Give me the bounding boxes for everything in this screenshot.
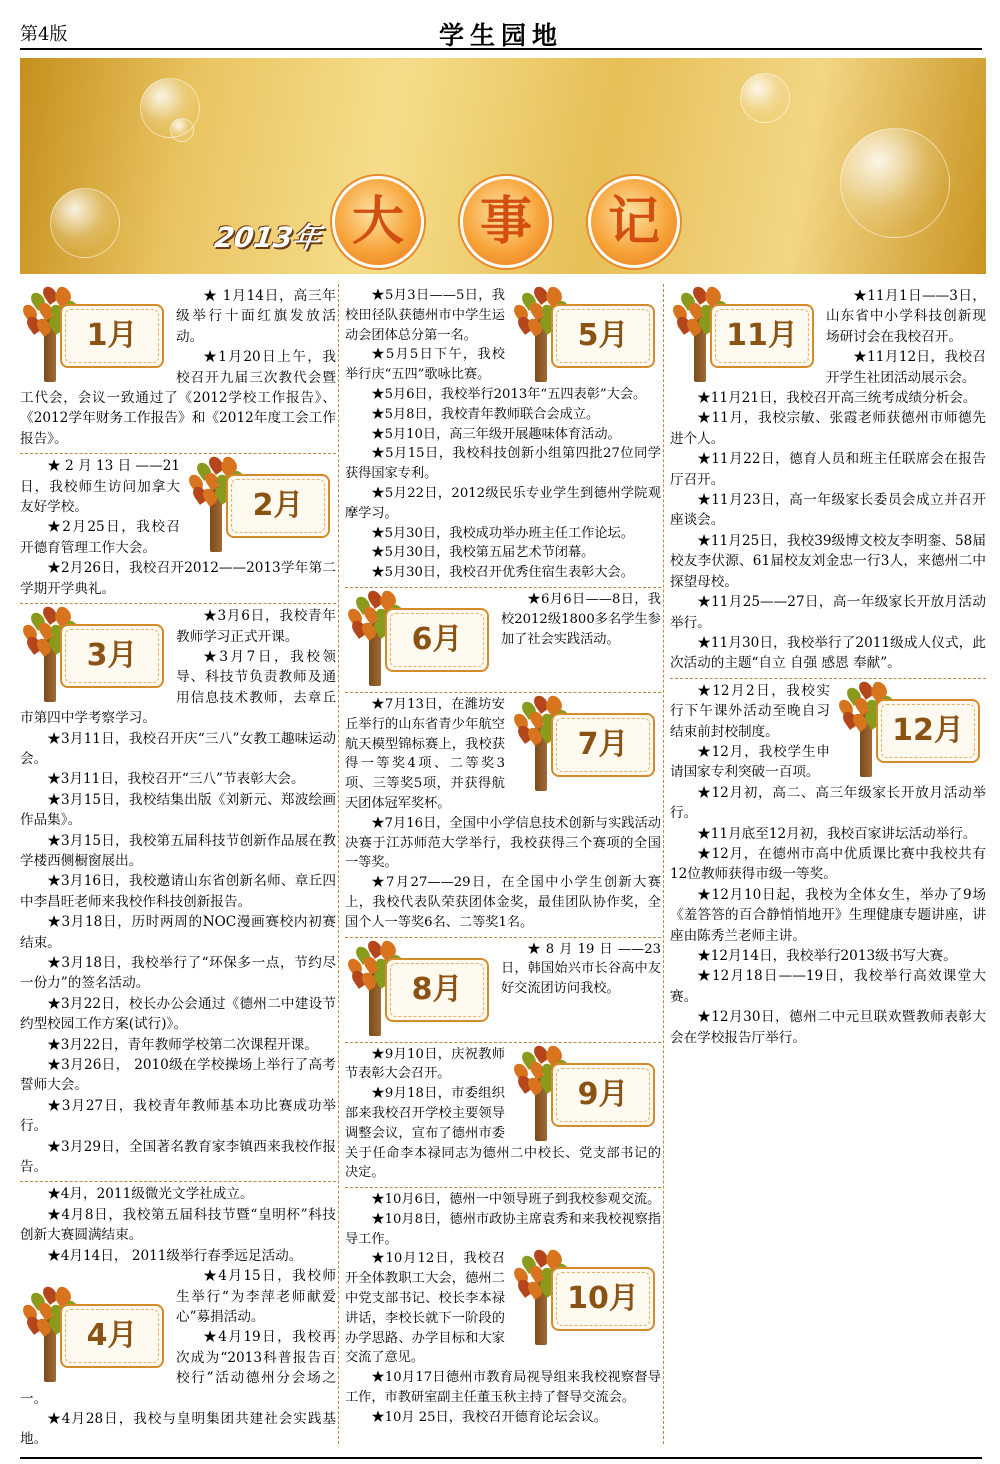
event-item: ★2月25日，我校召开德育管理工作大会。 [20,519,180,556]
page-number: 第4版 [20,24,68,45]
event-item: ★7月27——29日，在全国中小学生创新大赛上，我校代表队荣获团体金奖，最佳团队协作奖，全国个人一等奖6名、二等奖1名。 [345,875,661,930]
event-item: ★12月14日，我校举行2013级书写大赛。 [697,948,957,964]
event-item: ★5月3日——5日，我校田径队获德州市中学生运动会团体总分第一名。 [345,288,505,343]
column-divider [338,284,339,1444]
month-section [20,1182,336,1453]
month-badge [20,286,170,384]
page-header [20,14,982,50]
month-label: 2月 [252,488,304,524]
banner-char-3: 记 [588,176,680,268]
event-item: ★5月8日，我校青年教师联合会成立。 [371,406,600,422]
event-item: ★10月12日，我校召开全体教职工大会，德州二中党支部书记、校长李本禄讲话，李校长就下一阶段的办学思路、办学目标和大家交流了意见。 [345,1251,505,1366]
event-item: ★11月底至12月初，我校百家讲坛活动举行。 [697,825,977,842]
month-section [670,284,986,679]
event-item: ★11月，我校宗敏、张霞老师获德州市师德先进个人。 [670,410,986,447]
event-item: ★9月10日，庆祝教师节表彰大会召开。 [345,1046,505,1082]
event-item: ★3月22日，青年教师学校第二次课程开课。 [47,1036,318,1053]
event-item: ★3月11日，我校召开“三八”节表彰大会。 [47,771,305,788]
month-label: 7月 [577,726,629,762]
banner-year: 2013年 [212,221,324,254]
event-item: ★12月18日——19日，我校举行高效课堂大赛。 [670,968,986,1005]
event-item: ★3月6日，我校青年教师学习正式开课。 [176,608,336,645]
month-section [20,604,336,1182]
month-label: 3月 [86,638,138,674]
month-section [345,1043,661,1189]
event-item: ★4月14日， 2011级举行春季远足活动。 [47,1247,303,1264]
column-1 [20,284,336,1454]
month-badge [511,695,661,793]
event-item: ★3月15日，我校结集出版《刘新元、郑波绘画作品集》。 [20,791,336,829]
month-badge [511,1249,661,1347]
month-section [345,588,661,693]
event-item: ★5月30日，我校成功举办班主任工作论坛。 [371,525,634,541]
month-label: 12月 [892,712,964,748]
bubble-decoration [740,73,790,123]
month-label: 10月 [567,1281,639,1317]
month-label: 5月 [577,318,629,353]
page-title: 学生园地 [438,21,563,50]
month-label: 4月 [86,1318,138,1354]
banner-char-2: 事 [460,176,552,268]
month-label: 9月 [577,1076,629,1112]
event-item: ★3月18日，我校举行了“环保多一点，节约尽一份力”的签名活动。 [20,955,336,992]
footer-rule [20,1457,982,1459]
event-item: ★3月15日，我校第五届科技节创新作品展在教学楼西侧橱窗展出。 [20,832,336,869]
event-item: ★10月8日，德州市政协主席袁秀和来我校视察指导工作。 [345,1211,661,1247]
event-item: ★9月18日，市委组织部来我校召开学校主要领导调整会议，宣布了德州市委关于任命李本禄同志为德州二中校长、党支部书记的决定。 [345,1086,661,1181]
event-item: ★ 1月14日，高三年级举行十面红旗发放活动。 [176,288,336,345]
event-item: ★12月30日，德州二中元旦联欢暨教师表彰大会在学校报告厅举行。 [670,1009,986,1046]
month-label: 6月 [411,621,463,657]
month-section [20,284,336,454]
month-badge [186,456,336,554]
event-item: ★8月19日——23日，韩国始兴市长谷高中友好交流团访问我校。 [501,941,661,997]
event-item: ★12月，我校学生申请国家专利突破一百项。 [670,743,830,781]
event-item: ★11月12日，我校召开学生社团活动展示会。 [826,349,986,386]
event-item: ★2月13日——21日，我校师生访问加拿大友好学校。 [20,458,180,516]
bubble-decoration [170,118,194,142]
month-badge [670,286,820,384]
column-divider [663,284,664,1444]
event-item: ★5月5日下午，我校举行庆“五四”歌咏比赛。 [345,347,505,383]
event-item: ★11月21日，我校召开高三统考成绩分析会。 [697,390,977,407]
event-item: ★4月28日，我校与皇明集团共建社会实践基地。 [20,1410,336,1448]
column-2 [345,284,661,1454]
event-item: ★5月30日，我校第五届艺术节闭幕。 [371,545,595,561]
bubble-decoration [50,188,120,258]
month-label: 11月 [726,318,798,353]
event-item: ★3月16日，我校邀请山东省创新名师、章丘四中李昌旺老师来我校作科技创新报告。 [20,873,336,910]
event-item: ★2月26日，我校召开2012——2013学年第二学期开学典礼。 [20,560,336,597]
event-item: ★11月25——27日，高一年级家长开放月活动举行。 [670,594,986,631]
event-item: ★7月16日，全国中小学信息技术创新与实践活动决赛于江苏师范大学举行，我校获得三个赛项的全国一等奖。 [345,815,661,871]
event-item: ★12月初，高二、高三年级家长开放月活动举行。 [670,784,986,822]
event-item: ★10月17日德州市教育局视导组来我校视察督导工作，市教研室副主任董玉秋主持了督导交流会。 [345,1370,661,1406]
event-item: ★10月 25日，我校召开德育论坛会议。 [371,1409,607,1425]
month-section [345,1188,661,1432]
banner-char-1: 大 [332,176,424,268]
event-item: ★4月19日，我校再次成为“2013科普报告百校行”活动德州分会场之一。 [20,1329,336,1407]
event-item: ★1月20日上午，我校召开九届三次教代会暨工代会，会议一致通过了《2012学校工作报告》、《2012学年财务工作报告》和《2012年度工会工作报告》。 [20,349,336,447]
month-badge [836,681,986,779]
event-item: ★5月6日，我校举行2013年“五四表彰”大会。 [371,386,647,402]
event-item: ★11月22日，德育人员和班主任联席会在报告厅召开。 [670,451,986,488]
event-item: ★11月30日，我校举行了2011级成人仪式，此次活动的主题“自立 自强 感恩 奉献”。 [670,634,986,672]
month-section [20,454,336,604]
event-item: ★4月15日，我校师生举行“为李萍老师献爱心”募捐活动。 [176,1268,336,1325]
month-badge [345,940,495,1038]
event-item: ★5月10日，高三年级开展趣味体育活动。 [371,426,621,442]
event-item: ★11月25日，我校39级博文校友李明銮、58届校友李伏源、61届校友刘金忠一行3人，来德州二中探望母校。 [670,532,986,590]
banner [20,58,986,274]
month-badge [345,590,495,688]
month-label: 8月 [411,971,463,1007]
event-item: ★5月15日，我校科技创新小组第四批27位同学获得国家专利。 [345,446,661,482]
event-item: ★3月27日，我校青年教师基本功比赛成功举行。 [20,1097,336,1135]
event-item: ★11月23日，高一年级家长委员会成立并召开座谈会。 [670,492,986,529]
event-item: ★3月26日， 2010级在学校操场上举行了高考誓师大会。 [20,1057,336,1094]
event-item: ★6月6日——8日，我校2012级1800多名学生参加了社会实践活动。 [501,591,661,647]
event-item: ★4月，2011级微光文学社成立。 [47,1186,254,1203]
month-label: 1月 [86,318,138,353]
event-item: ★10月6日，德州一中领导班子到我校参观交流。 [371,1192,661,1208]
event-item: ★11月1日——3日，山东省中小学科技创新现场研讨会在我校召开。 [826,288,986,345]
month-badge [511,1045,661,1143]
event-item: ★5月30日，我校召开优秀住宿生表彰大会。 [371,565,634,581]
event-item: ★12月，在德州市高中优质课比赛中我校共有12位教师获得市级一等奖。 [670,845,986,883]
event-item: ★7月13日，在潍坊安丘举行的山东省青少年航空航天模型锦标赛上，我校获得一等奖4项、二等奖3项、三等奖5项，并获得航天团体冠军奖杯。 [345,696,505,811]
bubble-decoration [840,128,950,238]
column-3 [670,284,986,1454]
event-item: ★3月11日，我校召开庆“三八”女教工趣味运动会。 [20,730,336,767]
event-item: ★3月18日，历时两周的NOC漫画赛校内初赛结束。 [20,914,336,951]
month-section [345,693,661,938]
event-item: ★3月22日，校长办公会通过《德州二中建设节约型校园工作方案(试行)》。 [20,995,336,1033]
month-badge [511,286,661,384]
month-badge [20,606,170,704]
event-item: ★5月22日，2012级民乐专业学生到德州学院观摩学习。 [345,485,661,521]
event-item: ★4月8日，我校第五届科技节暨“皇明杯”科技创新大赛圆满结束。 [20,1206,336,1244]
month-section [345,938,661,1043]
event-item: ★12月10日起，我校为全体女生，举办了9场《羞答答的百合静悄悄地开》生理健康专题讲座，讲座由陈秀兰老师主讲。 [670,886,986,944]
event-item: ★3月29日，全国著名教育家李镇西来我校作报告。 [20,1138,336,1176]
month-section [345,284,661,588]
event-item: ★3月7日，我校领导、科技节负责教师及通用信息技术教师，去章丘市第四中学考察学习。 [20,648,336,727]
month-section [670,679,986,1052]
event-item: ★12月2日，我校实行下午课外活动至晚自习结束前封校制度。 [670,682,830,740]
month-badge [20,1286,170,1384]
